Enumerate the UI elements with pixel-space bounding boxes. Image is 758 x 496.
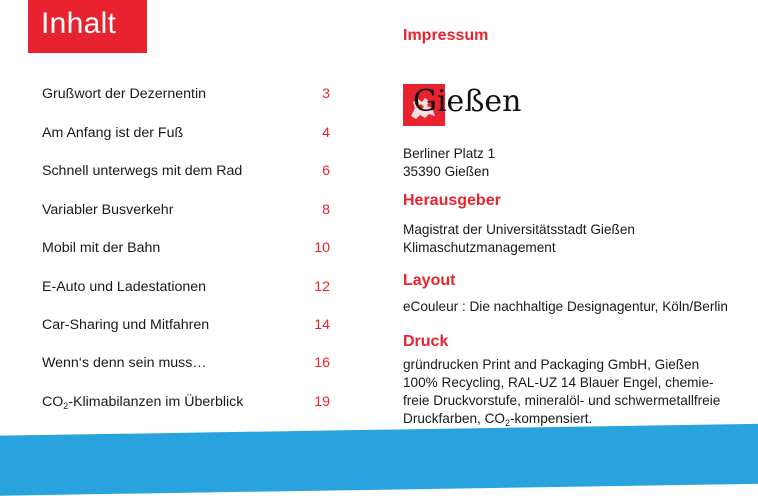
toc-item-page: 3 [322,86,330,102]
toc-item-page: 12 [314,279,330,295]
toc-item-label: $CO_2$-Klimabilanzen im Überblick [42,394,244,411]
druck-line: freie Druckvorstufe, mineralöl- und schwermetallfreie [403,393,721,408]
logo-wordmark: Gießen [413,84,522,119]
layout-heading: Layout [403,272,456,289]
footer-band [0,423,758,496]
herausgeber-heading: Herausgeber [403,192,501,209]
toc-item-label: Am Anfang ist der Fuß [42,125,184,141]
toc-item-label: Schnell unterwegs mit dem Rad [42,163,243,179]
impressum-section [403,0,753,440]
toc-item[interactable] [0,317,330,339]
table-of-contents [0,0,360,440]
contents-title: Inhalt [41,7,117,40]
toc-item[interactable] [0,355,330,377]
toc-item[interactable] [0,279,330,301]
toc-item-label: Variabler Busverkehr [42,202,174,218]
toc-item-page: 4 [322,125,330,141]
address-street: Berliner Platz 1 [403,146,496,161]
toc-item[interactable] [0,125,330,147]
toc-item-label: Grußwort der Dezernentin [42,86,207,102]
toc-item[interactable] [0,394,330,416]
toc-item-page: 16 [314,355,330,371]
toc-item-label: Car-Sharing und Mitfahren [42,317,210,333]
address-city: 35390 Gießen [403,164,490,179]
toc-item-page: 10 [314,240,330,256]
toc-item-label: Wenn‘s denn sein muss… [42,355,207,371]
toc-item-label: E-Auto und Ladestationen [42,279,207,295]
impressum-title: Impressum [403,27,489,44]
druck-line: Druckfarben, $CO_2$-kompensiert. [403,411,593,428]
herausgeber-line: Klimaschutzmanagement [403,240,556,255]
herausgeber-line: Magistrat der Universitätsstadt Gießen [403,222,635,237]
toc-item[interactable] [0,202,330,224]
toc-item-page: 8 [322,202,330,218]
toc-item[interactable] [0,163,330,185]
druck-line: 100% Recycling, RAL-UZ 14 Blauer Engel, chemie- [403,375,714,390]
toc-item-page: 6 [322,163,330,179]
toc-item[interactable] [0,240,330,262]
toc-item[interactable] [0,86,330,108]
giessen-logo [403,82,543,130]
toc-item-page: 19 [314,394,330,410]
druck-heading: Druck [403,333,449,350]
toc-item-page: 14 [314,317,330,333]
druck-line: gründrucken Print and Packaging GmbH, Gießen [403,357,700,372]
layout-line: eCouleur : Die nachhaltige Designagentur, Köln/Berlin [403,299,728,314]
toc-item-label: Mobil mit der Bahn [42,240,161,256]
